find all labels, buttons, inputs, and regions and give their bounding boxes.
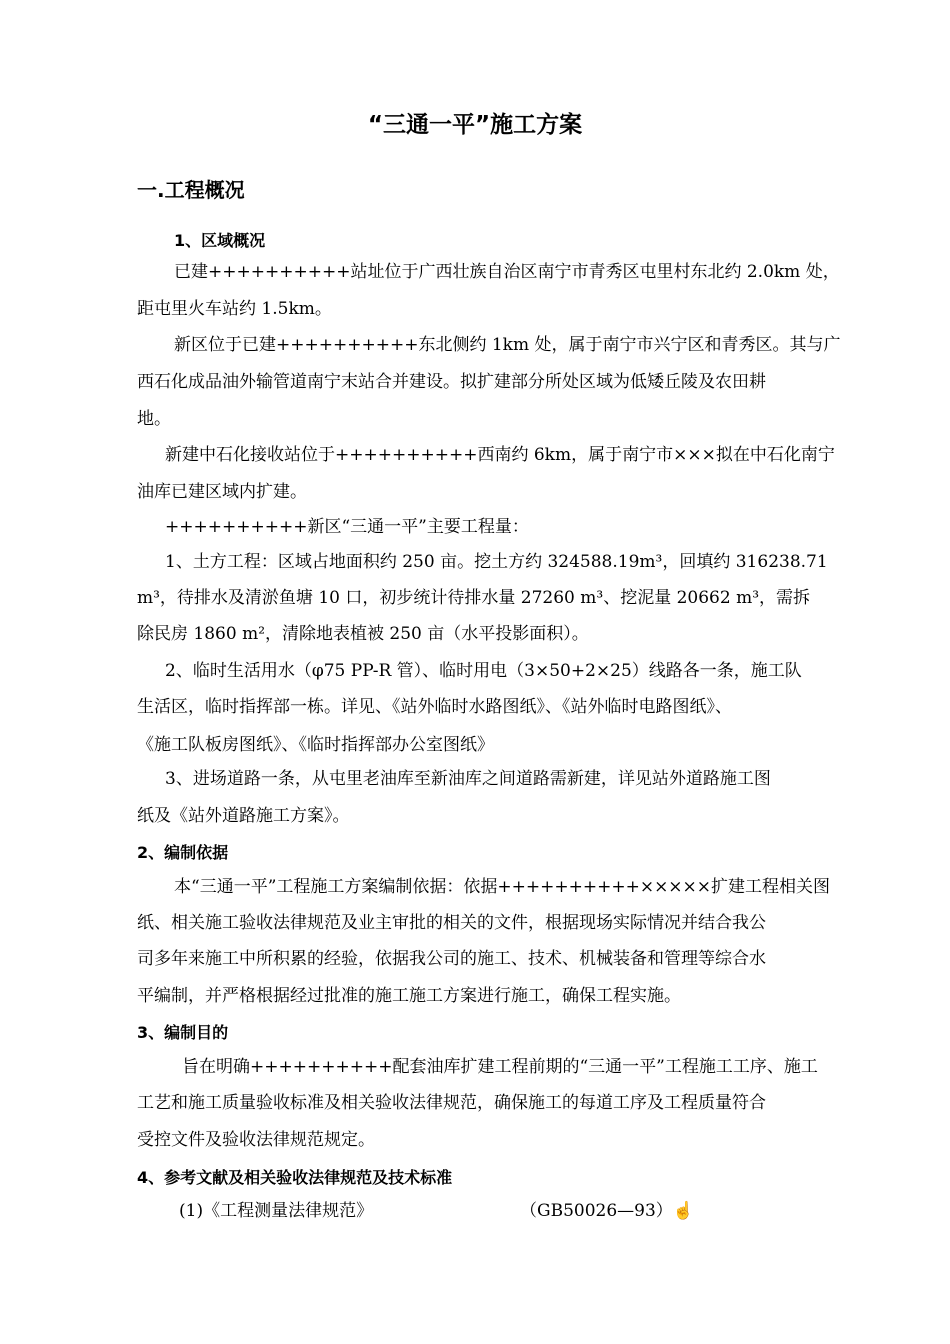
paragraph-line: 受控文件及验收法律规范规定。 (137, 1130, 375, 1150)
paragraph-line: 司多年来施工中所积累的经验，依据我公司的施工、技术、机械装备和管理等综合水 (137, 949, 766, 969)
paragraph-line: 纸及《站外道路施工方案》。 (137, 806, 350, 826)
subheading-basis: 2、编制依据 (137, 843, 229, 862)
paragraph-line: 地。 (137, 409, 171, 429)
paragraph-line: 《施工队板房图纸》、《临时指挥部办公室图纸》 (137, 735, 494, 755)
paragraph-line: 新区位于已建++++++++++东北侧约 1km 处，属于南宁市兴宁区和青秀区。其与广 (174, 335, 841, 355)
subheading-references: 4、参考文献及相关验收法律规范及技术标准 (137, 1168, 453, 1187)
paragraph-line: 西石化成品油外输管道南宁末站合并建设。拟扩建部分所处区域为低矮丘陵及农田耕 (137, 372, 766, 392)
paragraph-line: m³，待排水及清淤鱼塘 10 口，初步统计待排水量 27260 m³、挖泥量 20662 m³，需拆 (137, 588, 811, 608)
paragraph-line: 1、土方工程：区域占地面积约 250 亩。挖土方约 324588.19m³，回填约 316238.71 (165, 552, 828, 572)
paragraph-line: 除民房 1860 m²，清除地表植被 250 亩（水平投影面积）。 (137, 624, 589, 644)
paragraph-line: 工艺和施工质量验收标准及相关验收法律规范，确保施工的每道工序及工程质量符合 (137, 1093, 766, 1113)
paragraph-line: 本“三通一平”工程施工方案编制依据：依据++++++++++×××××扩建工程相关图 (174, 877, 831, 897)
subheading-purpose: 3、编制目的 (137, 1023, 229, 1042)
paragraph-line: 生活区，临时指挥部一栋。详见、《站外临时水路图纸》、《站外临时电路图纸》、 (137, 697, 732, 717)
paragraph-line: 新建中石化接收站位于++++++++++西南约 6km，属于南宁市×××拟在中石化南宁 (165, 445, 835, 465)
paragraph-line: 已建++++++++++站址位于广西壮族自治区南宁市青秀区屯里村东北约 2.0km 处， (174, 262, 840, 282)
paragraph-line: 3、进场道路一条，从屯里老油库至新油库之间道路需新建，详见站外道路施工图 (165, 769, 771, 789)
paragraph-line: ++++++++++新区“三通一平”主要工程量： (165, 517, 529, 537)
reference-item-name: (1)《工程测量法律规范》 (179, 1201, 374, 1221)
paragraph-line: 纸、相关施工验收法律规范及业主审批的相关的文件，根据现场实际情况并结合我公 (137, 913, 766, 933)
paragraph-line: 油库已建区域内扩建。 (137, 482, 307, 502)
reference-item-code: （GB50026—93）☝ (520, 1201, 694, 1221)
paragraph-line: 旨在明确++++++++++配套油库扩建工程前期的“三通一平”工程施工工序、施工 (182, 1057, 818, 1077)
subheading-area-overview: 1、区域概况 (174, 231, 266, 250)
paragraph-line: 距屯里火车站约 1.5km。 (137, 299, 332, 319)
section-heading-overview: 一.工程概况 (137, 178, 245, 202)
paragraph-line: 平编制，并严格根据经过批准的施工施工方案进行施工，确保工程实施。 (137, 986, 681, 1006)
document-title: “三通一平”施工方案 (367, 112, 583, 138)
paragraph-line: 2、临时生活用水（φ75 PP-R 管）、临时用电（3×50+2×25）线路各一条，施工队 (165, 661, 802, 681)
